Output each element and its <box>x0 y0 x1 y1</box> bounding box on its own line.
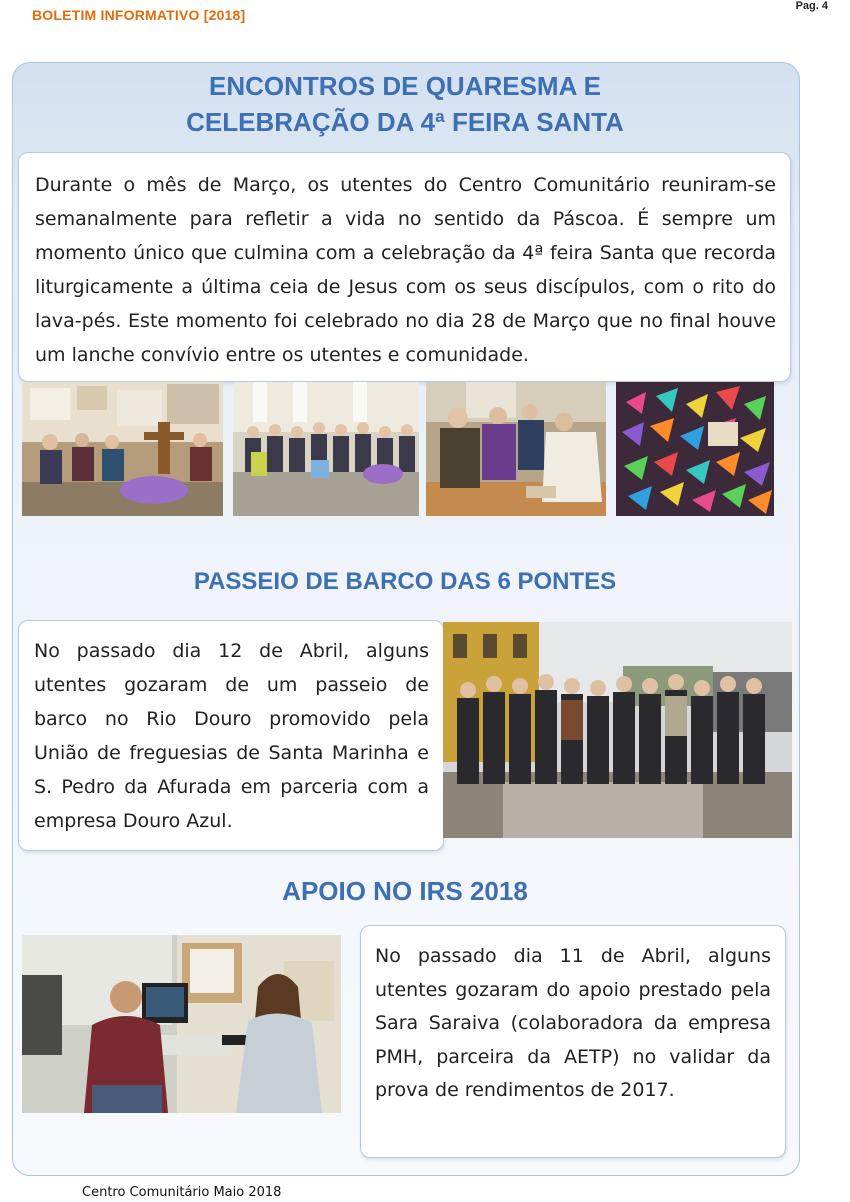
section2-text-box <box>18 620 444 851</box>
section2-body: No passado dia 12 de Abril, alguns utentes gozaram de um passeio de barco no Rio Douro promovido pela União de freguesias de Santa Marinha e S. Pedro da Afurada em parceria com a empresa Douro Azul. <box>34 640 429 832</box>
section1-body: Durante o mês de Março, os utentes do Centro Comunitário reuniram-se semanalmente para refletir a vida no sentido da Páscoa. É sempre um momento único que culmina com a celebração da 4ª feira Santa que recorda liturgicamente a última ceia de Jesus com os seus discípulos, com o rito do lava-pés. Este momento foi celebrado no dia 28 de Março que no final houve um lanche convívio entre os utentes e comunidade. <box>35 174 776 366</box>
photo-boat-trip-group <box>443 622 792 838</box>
section1-heading <box>0 68 810 140</box>
section3-heading: APOIO NO IRS 2018 <box>282 876 528 906</box>
section1-heading-line1: ENCONTROS DE QUARESMA E <box>209 71 601 101</box>
photo-group-seated-circle <box>233 382 419 516</box>
photo-lent-meeting-room <box>22 382 223 516</box>
page-footer: Centro Comunitário Maio 2018 <box>82 1185 282 1200</box>
photo-irs-support-office <box>22 935 341 1113</box>
photo-paper-origami-birds <box>616 382 774 516</box>
photo-foot-washing-rite <box>426 382 606 516</box>
section2-heading: PASSEIO DE BARCO DAS 6 PONTES <box>193 568 617 595</box>
section3-body: No passado dia 11 de Abril, alguns utentes gozaram do apoio prestado pela Sara Saraiva (colaboradora da empresa PMH, parceira da AETP) no validar da prova de rendimentos de 2017. <box>375 945 771 1101</box>
newsletter-title: BOLETIM INFORMATIVO [2018] <box>32 7 246 23</box>
page-number: Pag. 4 <box>795 0 828 12</box>
section3-text-box <box>360 925 786 1158</box>
section1-heading-line2: CELEBRAÇÃO DA 4ª FEIRA SANTA <box>186 107 624 137</box>
section1-text-box <box>18 152 791 382</box>
